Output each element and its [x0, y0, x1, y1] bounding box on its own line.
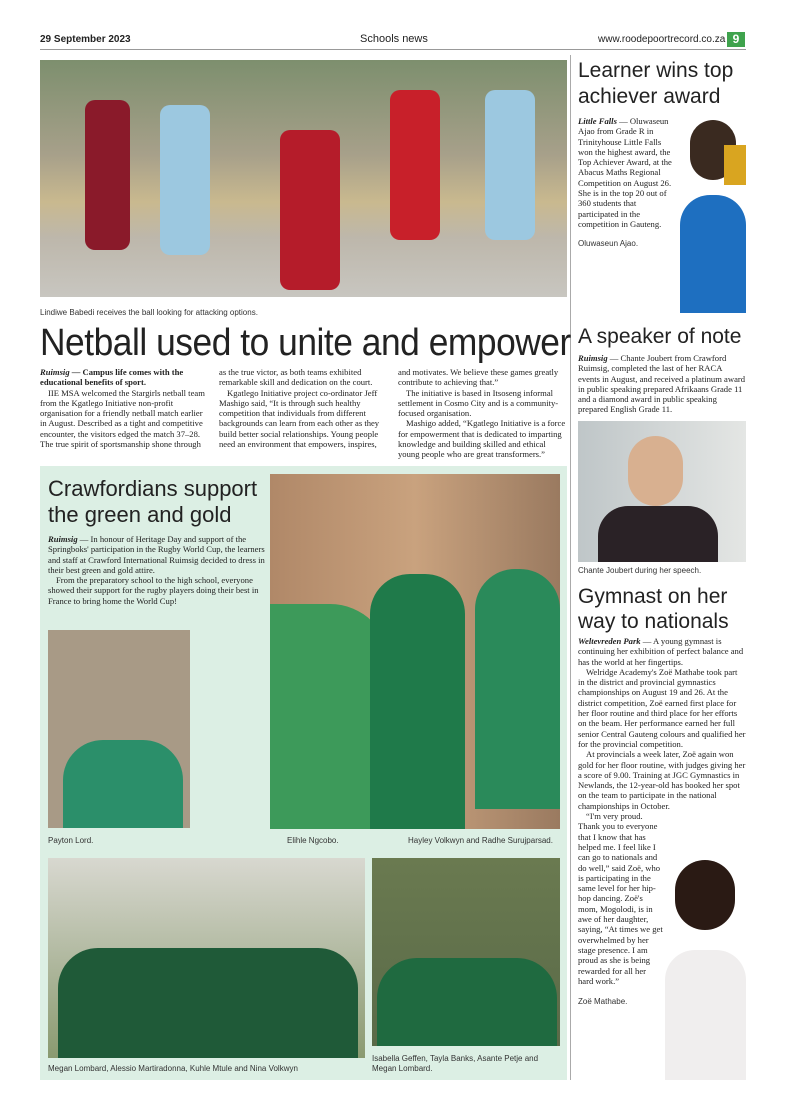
paragraph: Welridge Academy's Zoë Mathabe took part in the district and provincial gymnastics championships on August 19 and 26. At the district competition, Zoë earned first place for her floor routine and third place for her efforts on the beam. Her performance earned her full senior Central Gauteng colours and qualified her for the provincial competition.	[578, 666, 746, 749]
speaker-article	[578, 324, 746, 575]
gymnast-caption: Zoë Mathabe.	[578, 997, 628, 1007]
dateline: Weltevreden Park	[578, 636, 641, 646]
chante-photo	[578, 421, 746, 562]
column-divider	[570, 55, 571, 1080]
learner-caption: Oluwaseun Ajao.	[578, 239, 639, 249]
speaker-body	[578, 353, 746, 415]
learner-headline	[578, 58, 748, 110]
player-figure	[390, 90, 440, 240]
crawford-article	[48, 476, 268, 606]
caption-group-2: Isabella Geffen, Tayla Banks, Asante Petje and Megan Lombard.	[372, 1054, 539, 1073]
caption-group-1: Megan Lombard, Alessio Martiradonna, Kuhle Mtule and Nina Volkwyn	[48, 1064, 298, 1073]
learner-article	[578, 58, 748, 248]
netball-body	[40, 367, 567, 460]
player-figure	[280, 130, 340, 290]
gymnast-body	[578, 636, 746, 986]
dateline: Ruimsig	[48, 534, 78, 544]
green-shirt	[370, 574, 465, 829]
section-name: Schools news	[360, 33, 428, 45]
paragraph: — Oluwaseun Ajao from Grade R in Trinityhouse Little Falls won the highest award, the Top Achiever Award, at the Abacus Maths Regional Competition on August 26. She is in the top 20 out of 360 students that participated in the competition in Gauteng.	[578, 116, 672, 229]
green-shirt	[475, 569, 560, 809]
paragraph: — A young gymnast is continuing her exhibition of perfect balance and has the world at her fingertips.	[578, 636, 744, 667]
paragraph: — Chante Joubert from Crawford Ruimsig, completed the last of her RACA events in August, and received a platinum award in public speaking prepared Afrikaans Grade 11 and a diamond award in public speaking prepared English Grade 11.	[578, 353, 746, 415]
page-number: 9	[727, 32, 745, 47]
netball-photo	[40, 60, 567, 297]
caption-payton: Payton Lord.	[48, 836, 94, 845]
speaker-caption: Chante Joubert during her speech.	[578, 565, 702, 575]
paragraph: “I'm very proud. Thank you to everyone that I know that has helped me. I feel like I can go to nationals and do well,” said Zoë, who is participating in the same level for her hip-hop dancing. Zoë's mom, Mogolodi, is in awe of her daughter, saying, “At times we get overwhelmed by her stage presence. I am proud as she is being rewarded for all her hard work.”	[578, 811, 663, 986]
issue-date: 29 September 2023	[40, 34, 131, 45]
learner-headline-text: Learner wins top achiever award	[578, 59, 734, 108]
lead: — Campus life comes with the educational benefits of sport.	[40, 367, 184, 388]
gymnast-headline: Gymnast on her way to nationals	[578, 585, 729, 633]
netball-headline: Netball used to unite and empower	[40, 322, 571, 364]
caption-elihle: Elihle Ngcobo.	[287, 836, 339, 845]
header-rule	[40, 49, 746, 50]
paragraph: The initiative is based in Itsoseng informal settlement in Cosmo City and is a community-focused organisation.	[398, 387, 559, 419]
paragraph: At provincials a week later, Zoë again won gold for her floor routine, with judges giving her a score of 9.00. Training at JGC Gymnastics in Newlands, the 12-year-old has booked her spot on the team to participate in the national championships in October.	[578, 749, 746, 811]
paragraph: From the preparatory school to the high school, everyone showed their support for the rugby players doing their best in France to bring home the World Cup!	[48, 575, 259, 606]
blazer	[598, 506, 718, 562]
group-photo-1	[48, 858, 365, 1058]
payton-photo	[48, 630, 190, 828]
learner-body	[578, 116, 678, 229]
player-figure	[160, 105, 210, 255]
green-shirt	[58, 948, 358, 1058]
group-photo-2	[372, 858, 560, 1046]
paragraph: Kgatlego Initiative project co-ordinator Jeff Mashigo said, “It is through such healthy competition that individuals from different backgrounds can learn from each other as they build better social relationships. Young people need an environment that empowers, inspires, and motivates. We believe these games greatly contribute to achieving that.”	[219, 367, 559, 450]
dateline: Ruimsig	[578, 353, 608, 363]
player-figure	[85, 100, 130, 250]
crawford-headline: Crawfordians support the green and gold	[48, 476, 258, 527]
elihle-hayley-photo	[270, 474, 560, 829]
caption-hayley: Hayley Volkwyn and Radhe Surujparsad.	[408, 836, 553, 845]
dateline: Ruimsig	[40, 367, 70, 377]
gymnast-article	[578, 584, 746, 1007]
paragraph: IIE MSA welcomed the Stargirls netball team from the Kgatlego Initiative non-profit organisation for a friendly netball match earlier in August. Described as a tight and competitive encounter, the visitors edged the match 37–28. The true spirit of sportsmanship shone through as the true victor, as both teams exhibited remarkable skill and dedication on the court.	[40, 367, 373, 450]
crawford-body	[48, 534, 268, 606]
speaker-headline: A speaker of note	[578, 325, 742, 348]
site-url[interactable]: www.roodepoortrecord.co.za	[598, 34, 726, 45]
player-figure	[485, 90, 535, 240]
paragraph: Mashigo added, “Kgatlego Initiative is a force for empowerment that is dedicated to imparting knowledge and building skilled and ethical young people who are great transformers.”	[398, 418, 566, 460]
paragraph: — In honour of Heritage Day and support of the Springboks' participation in the Rugby World Cup, the learners and staff at Crawford International Ruimsig decided to dress in their best green and gold attire.	[48, 534, 265, 575]
netball-caption: Lindiwe Babedi receives the ball looking for attacking options.	[40, 308, 258, 317]
dateline: Little Falls	[578, 116, 617, 126]
head	[628, 436, 683, 506]
green-shirt	[377, 958, 557, 1046]
green-shirt	[63, 740, 183, 828]
